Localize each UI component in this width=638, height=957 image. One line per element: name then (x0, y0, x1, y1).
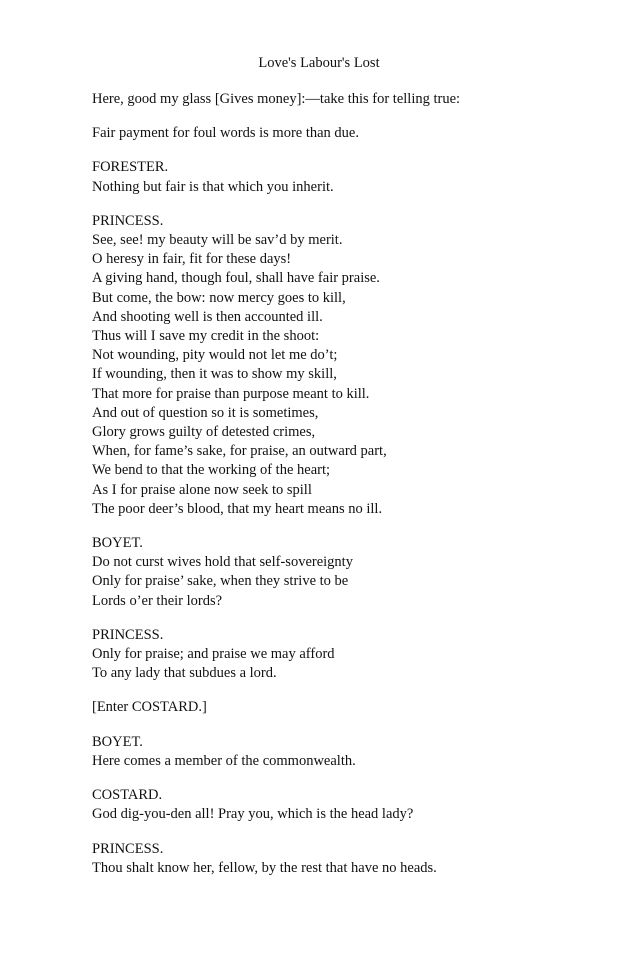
verse-line: Here comes a member of the commonwealth. (92, 752, 356, 769)
speech-block (92, 158, 612, 196)
speaker-name: PRINCESS. (92, 212, 164, 229)
speech-block (92, 786, 612, 824)
speaker-name: FORESTER. (92, 159, 169, 176)
verse-line: Lords o’er their lords? (92, 592, 223, 609)
verse-line: Glory grows guilty of detested crimes, (92, 424, 316, 441)
running-head: Love's Labour's Lost (258, 55, 380, 71)
verse-line: If wounding, then it was to show my skill, (92, 366, 337, 383)
text-block (92, 698, 612, 717)
verse-line: God dig-you-den all! Pray you, which is the head lady? (92, 806, 414, 823)
speech-block (92, 212, 612, 519)
verse-line: And out of question so it is sometimes, (92, 404, 319, 421)
verse-line: To any lady that subdues a lord. (92, 665, 277, 682)
speaker-name: BOYET. (92, 535, 143, 552)
verse-line: Thou shalt know her, fellow, by the rest that have no heads. (92, 859, 437, 876)
speech-block (92, 733, 612, 771)
verse-line: Nothing but fair is that which you inherit. (92, 178, 334, 195)
verse-line: That more for praise than purpose meant to kill. (92, 385, 370, 402)
verse-line: Fair payment for foul words is more than due. (92, 125, 359, 142)
speech-block (92, 534, 612, 611)
speaker-name: COSTARD. (92, 787, 163, 804)
verse-line: As I for praise alone now seek to spill (92, 481, 312, 498)
verse-line: Not wounding, pity would not let me do’t; (92, 347, 338, 364)
verse-line: When, for fame’s sake, for praise, an outward part, (92, 443, 387, 460)
play-text (92, 90, 612, 893)
verse-line: Here, good my glass [Gives money]:—take this for telling true: (92, 91, 461, 107)
verse-line: Only for praise; and praise we may afford (92, 646, 335, 663)
speech-block (92, 626, 612, 684)
verse-line: [Enter COSTARD.] (92, 699, 207, 716)
verse-line: See, see! my beauty will be sav’d by merit. (92, 232, 343, 249)
verse-line: And shooting well is then accounted ill. (92, 308, 323, 325)
speaker-name: PRINCESS. (92, 840, 164, 857)
verse-line: Do not curst wives hold that self-sovereignty (92, 554, 353, 571)
text-block (92, 124, 612, 143)
speaker-name: BOYET. (92, 733, 143, 750)
verse-line: But come, the bow: now mercy goes to kill, (92, 289, 346, 306)
verse-line: Only for praise’ sake, when they strive to be (92, 573, 349, 590)
verse-line: Thus will I save my credit in the shoot: (92, 328, 320, 345)
verse-line: O heresy in fair, fit for these days! (92, 251, 292, 268)
text-block (92, 90, 612, 109)
verse-line: We bend to that the working of the heart; (92, 462, 331, 479)
speaker-name: PRINCESS. (92, 626, 164, 643)
verse-line: A giving hand, though foul, shall have fair praise. (92, 270, 380, 287)
verse-line: The poor deer’s blood, that my heart means no ill. (92, 500, 383, 517)
speech-block (92, 840, 612, 878)
